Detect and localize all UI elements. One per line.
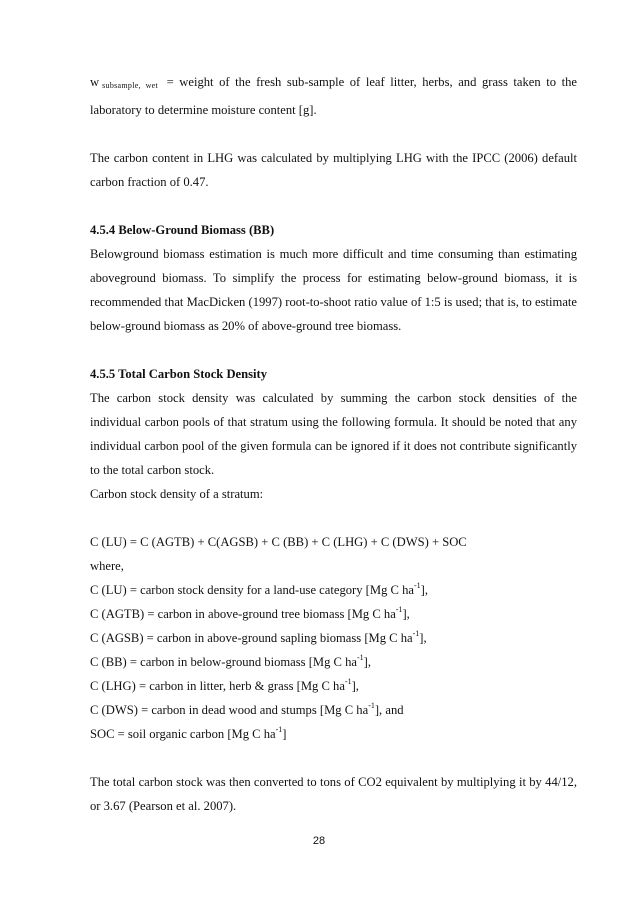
- formula-term: C (BB) = carbon in below-ground biomass [Mg C $ha^{-1}$],: [90, 653, 372, 669]
- heading-total-carbon-stock: 4.5.5 Total Carbon Stock Density: [90, 367, 268, 381]
- variable-subscript: subsample, wet: [102, 81, 159, 90]
- formula-term: C (LHG) = carbon in litter, herb & grass [Mg C $ha^{-1}$],: [90, 677, 359, 693]
- paragraph-total-carbon-stock: The carbon stock density was calculated by summing the carbon stock densities of the individual carbon pools of that stratum using the following formula. It should be noted that any individual carbon pool of the given formula can be ignored if it does not contribute significantly to the total carbon stock.: [90, 391, 577, 477]
- heading-below-ground-biomass: 4.5.4 Below-Ground Biomass (BB): [90, 223, 275, 237]
- paragraph-co2-conversion: The total carbon stock was then converted to tons of CO2 equivalent by multiplying it by 44/12, or 3.67 (Pearson et al. 2007).: [90, 775, 577, 813]
- page-body: [90, 70, 577, 818]
- formula-term: C (AGSB) = carbon in above-ground sapling biomass [Mg C $ha^{-1}$],: [90, 629, 427, 645]
- formula-term: SOC = soil organic carbon [Mg C $ha^{-1}$]: [90, 725, 287, 741]
- formula-term: C (AGTB) = carbon in above-ground tree biomass [Mg C $ha^{-1}$],: [90, 605, 410, 621]
- variable-symbol: w: [90, 75, 100, 89]
- formula-term: C (DWS) = carbon in dead wood and stumps [Mg C $ha^{-1}$], and: [90, 701, 404, 717]
- stratum-label: Carbon stock density of a stratum:: [90, 487, 264, 501]
- page-number: 28: [312, 835, 326, 847]
- formula-term: C (LU) = carbon stock density for a land-use category [Mg C $ha^{-1}$],: [90, 581, 428, 597]
- variable-definition: [90, 70, 577, 122]
- paragraph-below-ground-biomass: Belowground biomass estimation is much more difficult and time consuming than estimating aboveground biomass. To simplify the process for estimating below-ground biomass, it is recommended that MacDicken (1997) root-to-shoot ratio value of 1:5 is used; that is, to estimate below-ground biomass as 20% of above-ground tree biomass.: [90, 247, 577, 333]
- formula-where: where,: [90, 559, 124, 573]
- formula-equation: C (LU) = C (AGTB) + C(AGSB) + C (BB) + C (LHG) + C (DWS) + SOC: [90, 535, 467, 549]
- variable-description: = weight of the fresh sub-sample of leaf litter, herbs, and grass taken to the laboratory to determine moisture content [g].: [90, 75, 577, 117]
- paragraph-lhg-carbon: The carbon content in LHG was calculated by multiplying LHG with the IPCC (2006) default carbon fraction of 0.47.: [90, 151, 577, 189]
